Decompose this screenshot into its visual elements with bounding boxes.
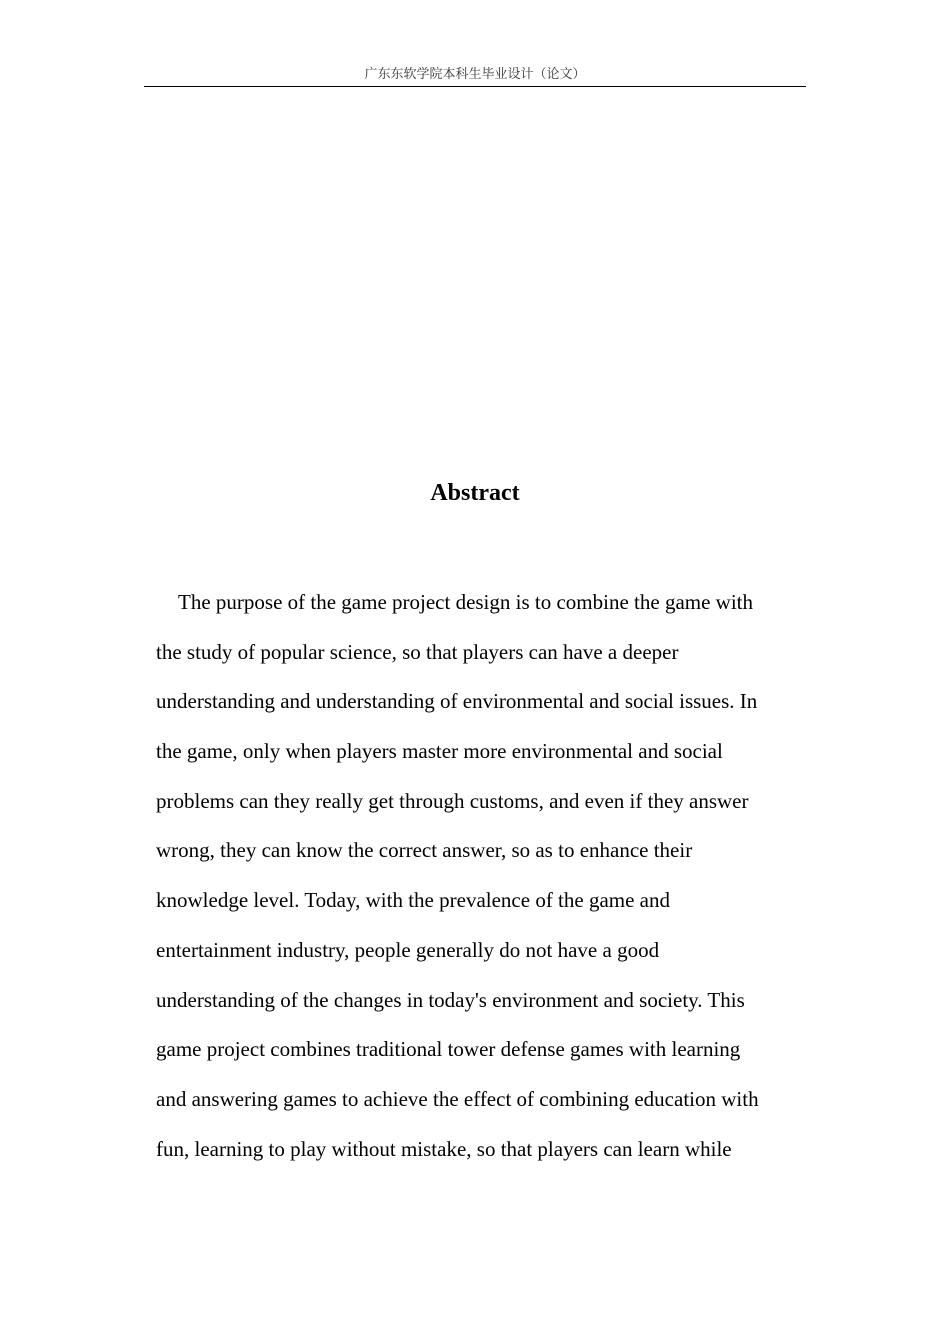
- abstract-line: and answering games to achieve the effect of combining education with: [156, 1086, 759, 1111]
- abstract-line: understanding of the changes in today's environment and society. This: [156, 987, 745, 1012]
- page-header: [144, 64, 806, 87]
- abstract-line: problems can they really get through customs, and even if they answer: [156, 788, 749, 813]
- abstract-line: the game, only when players master more environmental and social: [156, 739, 723, 764]
- abstract-line: the study of popular science, so that players can have a deeper: [156, 639, 679, 664]
- abstract-title: Abstract: [430, 480, 520, 506]
- abstract-line: fun, learning to play without mistake, so that players can learn while: [156, 1136, 732, 1161]
- abstract-line: understanding and understanding of environmental and social issues. In: [156, 689, 758, 714]
- abstract-line: The purpose of the game project design is to combine the game with: [178, 590, 754, 614]
- abstract-body: [156, 578, 806, 1174]
- header-text: 广东东软学院本科生毕业设计（论文）: [364, 67, 586, 82]
- abstract-line: knowledge level. Today, with the prevalence of the game and: [156, 888, 671, 913]
- abstract-line: entertainment industry, people generally do not have a good: [156, 937, 660, 962]
- abstract-line: game project combines traditional tower defense games with learning: [156, 1037, 741, 1062]
- abstract-line: wrong, they can know the correct answer, so as to enhance their: [156, 838, 693, 863]
